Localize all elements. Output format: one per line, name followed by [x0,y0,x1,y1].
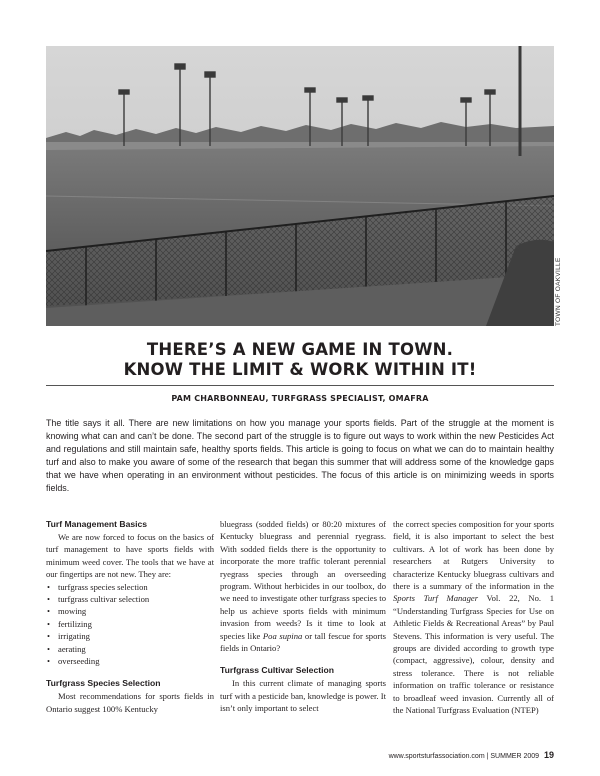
paragraph: In this current climate of managing sports turf with a pesticide ban, knowledge is power. It isn’t only important to select [220,678,386,714]
text-run: bluegrass (sodded fields) or 80:20 mixtures of Kentucky bluegrass and perennial ryegrass. With sodded fields there is the opportunity to incorporate the more traffic tolerant perennial ryegrass species through an overseeding program. Without herbicides in our toolbox, do we need to investigate other turfgrass species to help us achieve sports fields with minimum invasion from weeds? Is it time to look at species like [220,519,386,641]
column-1 [46,518,214,715]
title-line-1: THERE’S A NEW GAME IN TOWN. [146,340,454,359]
heading-turf-management-basics: Turf Management Basics [46,519,148,529]
page-number: 19 [543,750,554,760]
paragraph [220,518,386,654]
italic-publication: Sports Turf Manager [393,593,479,604]
list-item: • irrigating [46,630,214,642]
text-run: or tall fescue for sports fields in Ontario? [220,630,386,654]
paragraph: Most recommendations for sports fields in Ontario suggest 100% Kentucky [46,691,214,714]
list-item: • turfgrass cultivar selection [46,593,214,605]
article-title [46,340,554,380]
list-item: • turfgrass species selection [46,581,214,593]
page-footer [300,750,554,760]
intro-paragraph: The title says it all. There are new limitations on how you manage your sports fields. Part of the struggle at the moment is knowing what can and can’t be done. The second part of the struggle is to figure out ways to work within the new Pesticides Act and regulations and still maintain safe, healthy sports fields. This article is going to focus on what we can do to maintain healthy turf and also to make you aware of some of the research that began this summer that will address some of the knowledge gaps that we have when operating in an environment without pesticides. The focus of this article is on minimizing weeds in sports fields. [46,418,554,494]
paragraph [393,518,554,717]
sports-field-photo [46,46,554,326]
list-item: • aerating [46,643,214,655]
footer-website: www.sportsturfassociation.com [388,753,485,760]
title-divider [46,385,554,386]
title-line-2: KNOW THE LIMIT & WORK WITHIN IT! [123,360,477,379]
list-item: • overseeding [46,655,214,667]
footer-separator: | [486,753,489,760]
heading-cultivar-selection: Turfgrass Cultivar Selection [220,665,334,676]
footer-issue: SUMMER 2009 [490,753,540,760]
author-byline: PAM CHARBONNEAU, TURFGRASS SPECIALIST, OMAFRA [171,394,429,403]
tools-list [46,581,214,668]
list-item: • mowing [46,605,214,617]
column-2 [220,518,386,715]
text-run: Vol. 22, No. 1 “Understanding Turfgrass Species for Use on Athletic Fields & Recreational Areas” by Paul Stevens. This information is very useful. The groups are divided according to growth type (compact, aggressive), colour, density and stress tolerance. There is not reliable information on traffic tolerance or resistance to broadleaf weed invasion. Currently all of the National Turfgrass Evaluation (NTEP) [393,593,554,716]
text-run: the correct species composition for your sports field, it is also important to select the best cultivars. A lot of work has been done by researchers at Rutgers University to characterize Kentucky bluegrass cultivars and there is a summary of the information in the [393,519,554,592]
paragraph: We are now forced to focus on the basics of turf management to have sports fields with minimum weed cover. The tools that we have at our fingertips are not new. They are: [46,532,214,580]
list-item: • fertilizing [46,618,214,630]
photo-credit: TOWN OF OAKVILLE [555,257,562,326]
heading-species-selection: Turfgrass Species Selection [46,678,161,689]
italic-species: Poa supina [262,630,303,641]
column-3 [393,518,554,717]
